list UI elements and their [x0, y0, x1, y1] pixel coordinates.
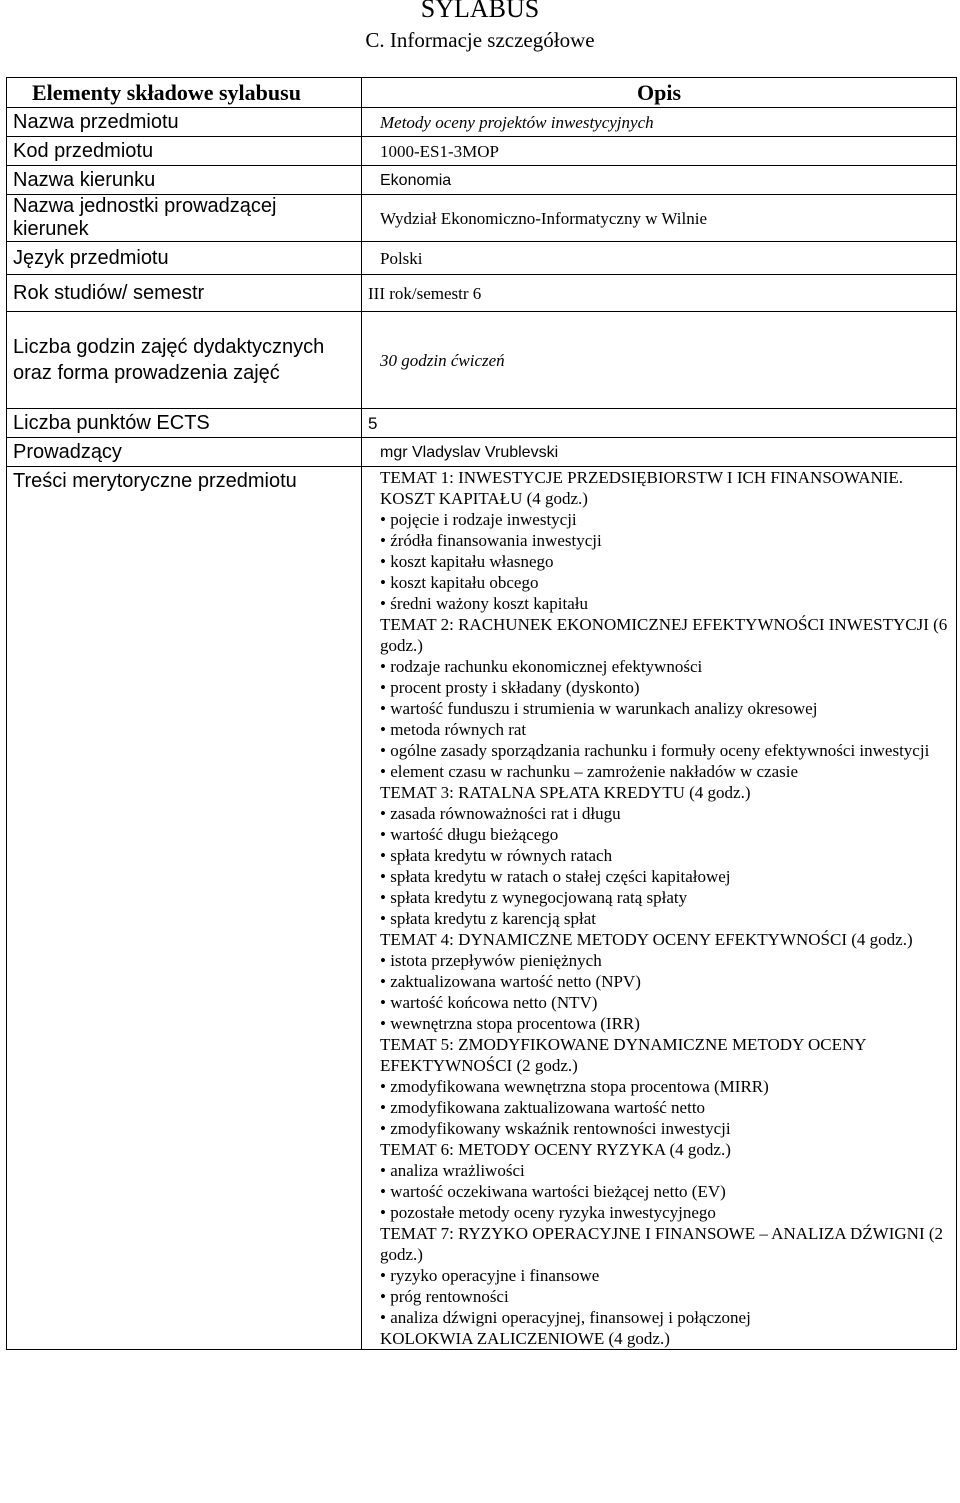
topic-heading: TEMAT 5: ZMODYFIKOWANE DYNAMICZNE METODY OCENY EFEKTYWNOŚCI (2 godz.) — [380, 1035, 866, 1075]
topic-heading: TEMAT 7: RYZYKO OPERACYJNE I FINANSOWE – ANALIZA DŹWIGNI (2 godz.) — [380, 1224, 944, 1264]
topic-heading: TEMAT 3: RATALNA SPŁATA KREDYTU (4 godz.) — [380, 783, 751, 802]
list-item: • metoda równych rat — [380, 719, 950, 740]
section-subtitle: C. Informacje szczegółowe — [365, 28, 595, 52]
topic-heading: TEMAT 6: METODY OCENY RYZYKA (4 godz.) — [380, 1140, 731, 1159]
list-item: • pozostałe metody oceny ryzyka inwestycyjnego — [380, 1202, 950, 1223]
list-item: • element czasu w rachunku – zamrożenie nakładów w czasie — [380, 761, 950, 782]
list-item: • spłata kredytu z karencją spłat — [380, 908, 950, 929]
language-value: Polski — [362, 242, 957, 275]
list-item: • zaktualizowana wartość netto (NPV) — [380, 971, 950, 992]
list-item: • źródła finansowania inwestycji — [380, 530, 950, 551]
list-item: • wartość funduszu i strumienia w warunkach analizy okresowej — [380, 698, 950, 719]
syllabus-table — [6, 77, 957, 1350]
list-item: • próg rentowności — [380, 1286, 950, 1307]
list-item: • wewnętrzna stopa procentowa (IRR) — [380, 1013, 950, 1034]
list-item: • ogólne zasady sporządzania rachunku i formuły oceny efektywności inwestycji — [380, 740, 950, 761]
list-item: • spłata kredytu w ratach o stałej części kapitałowej — [380, 866, 950, 887]
hours-value: 30 godzin ćwiczeń — [362, 312, 957, 409]
field-name-value: Ekonomia — [362, 166, 957, 195]
lecturer-value: mgr Vladyslav Vrublevski — [362, 438, 957, 467]
row-label-language: Język przedmiotu — [7, 242, 362, 275]
topic-heading: TEMAT 4: DYNAMICZNE METODY OCENY EFEKTYWNOŚCI (4 godz.) — [380, 930, 913, 949]
list-item: • spłata kredytu w równych ratach — [380, 845, 950, 866]
list-item: • zasada równoważności rat i długu — [380, 803, 950, 824]
topic-heading: TEMAT 1: INWESTYCJE PRZEDSIĘBIORSTW I ICH FINANSOWANIE. KOSZT KAPITAŁU (4 godz.) — [380, 468, 904, 508]
list-item: • rodzaje rachunku ekonomicznej efektywności — [380, 656, 950, 677]
list-item: • zmodyfikowana zaktualizowana wartość netto — [380, 1097, 950, 1118]
row-label-course-name: Nazwa przedmiotu — [7, 108, 362, 137]
topic-heading: KOLOKWIA ZALICZENIOWE (4 godz.) — [380, 1329, 670, 1348]
row-label-course-code: Kod przedmiotu — [7, 137, 362, 166]
list-item: • procent prosty i składany (dyskonto) — [380, 677, 950, 698]
list-item: • zmodyfikowany wskaźnik rentowności inwestycji — [380, 1118, 950, 1139]
row-label-unit-name: Nazwa jednostki prowadzącej kierunek — [7, 195, 362, 242]
row-label-hours: Liczba godzin zajęć dydaktycznych oraz forma prowadzenia zajęć — [7, 312, 362, 409]
course-code-value: 1000-ES1-3MOP — [362, 137, 957, 166]
page-title: SYLABUS — [420, 0, 540, 23]
list-item: • wartość oczekiwana wartości bieżącej netto (EV) — [380, 1181, 950, 1202]
list-item: • średni ważony koszt kapitału — [380, 593, 950, 614]
table-row — [7, 108, 957, 137]
list-item: • analiza dźwigni operacyjnej, finansowej i połączonej — [380, 1307, 950, 1328]
row-label-ects: Liczba punktów ECTS — [7, 409, 362, 438]
ects-value: 5 — [362, 409, 957, 438]
list-item: • spłata kredytu z wynegocjowaną ratą spłaty — [380, 887, 950, 908]
content-list — [362, 467, 957, 1350]
column-header-description: Opis — [362, 78, 957, 108]
unit-name-value: Wydział Ekonomiczno-Informatyczny w Wilnie — [362, 195, 957, 242]
list-item: • koszt kapitału własnego — [380, 551, 950, 572]
list-item: • wartość długu bieżącego — [380, 824, 950, 845]
column-header-elements: Elementy składowe sylabusu — [7, 78, 362, 108]
row-label-field-name: Nazwa kierunku — [7, 166, 362, 195]
row-label-content: Treści merytoryczne przedmiotu — [7, 467, 362, 1350]
list-item: • wartość końcowa netto (NTV) — [380, 992, 950, 1013]
list-item: • zmodyfikowana wewnętrzna stopa procentowa (MIRR) — [380, 1076, 950, 1097]
row-label-year-semester: Rok studiów/ semestr — [7, 275, 362, 312]
table-row — [7, 467, 957, 1350]
table-row — [7, 166, 957, 195]
table-row — [7, 195, 957, 242]
year-semester-value: III rok/semestr 6 — [362, 275, 957, 312]
list-item: • koszt kapitału obcego — [380, 572, 950, 593]
topic-heading: TEMAT 2: RACHUNEK EKONOMICZNEJ EFEKTYWNOŚCI INWESTYCJI (6 godz.) — [380, 615, 948, 655]
table-row — [7, 409, 957, 438]
list-item: • ryzyko operacyjne i finansowe — [380, 1265, 950, 1286]
table-row — [7, 438, 957, 467]
list-item: • pojęcie i rodzaje inwestycji — [380, 509, 950, 530]
table-header-row — [7, 78, 957, 108]
list-item: • analiza wrażliwości — [380, 1160, 950, 1181]
course-name-value: Metody oceny projektów inwestycyjnych — [362, 108, 957, 137]
list-item: • istota przepływów pieniężnych — [380, 950, 950, 971]
table-row — [7, 137, 957, 166]
table-row — [7, 242, 957, 275]
row-label-lecturer: Prowadzący — [7, 438, 362, 467]
table-row — [7, 275, 957, 312]
table-row — [7, 312, 957, 409]
